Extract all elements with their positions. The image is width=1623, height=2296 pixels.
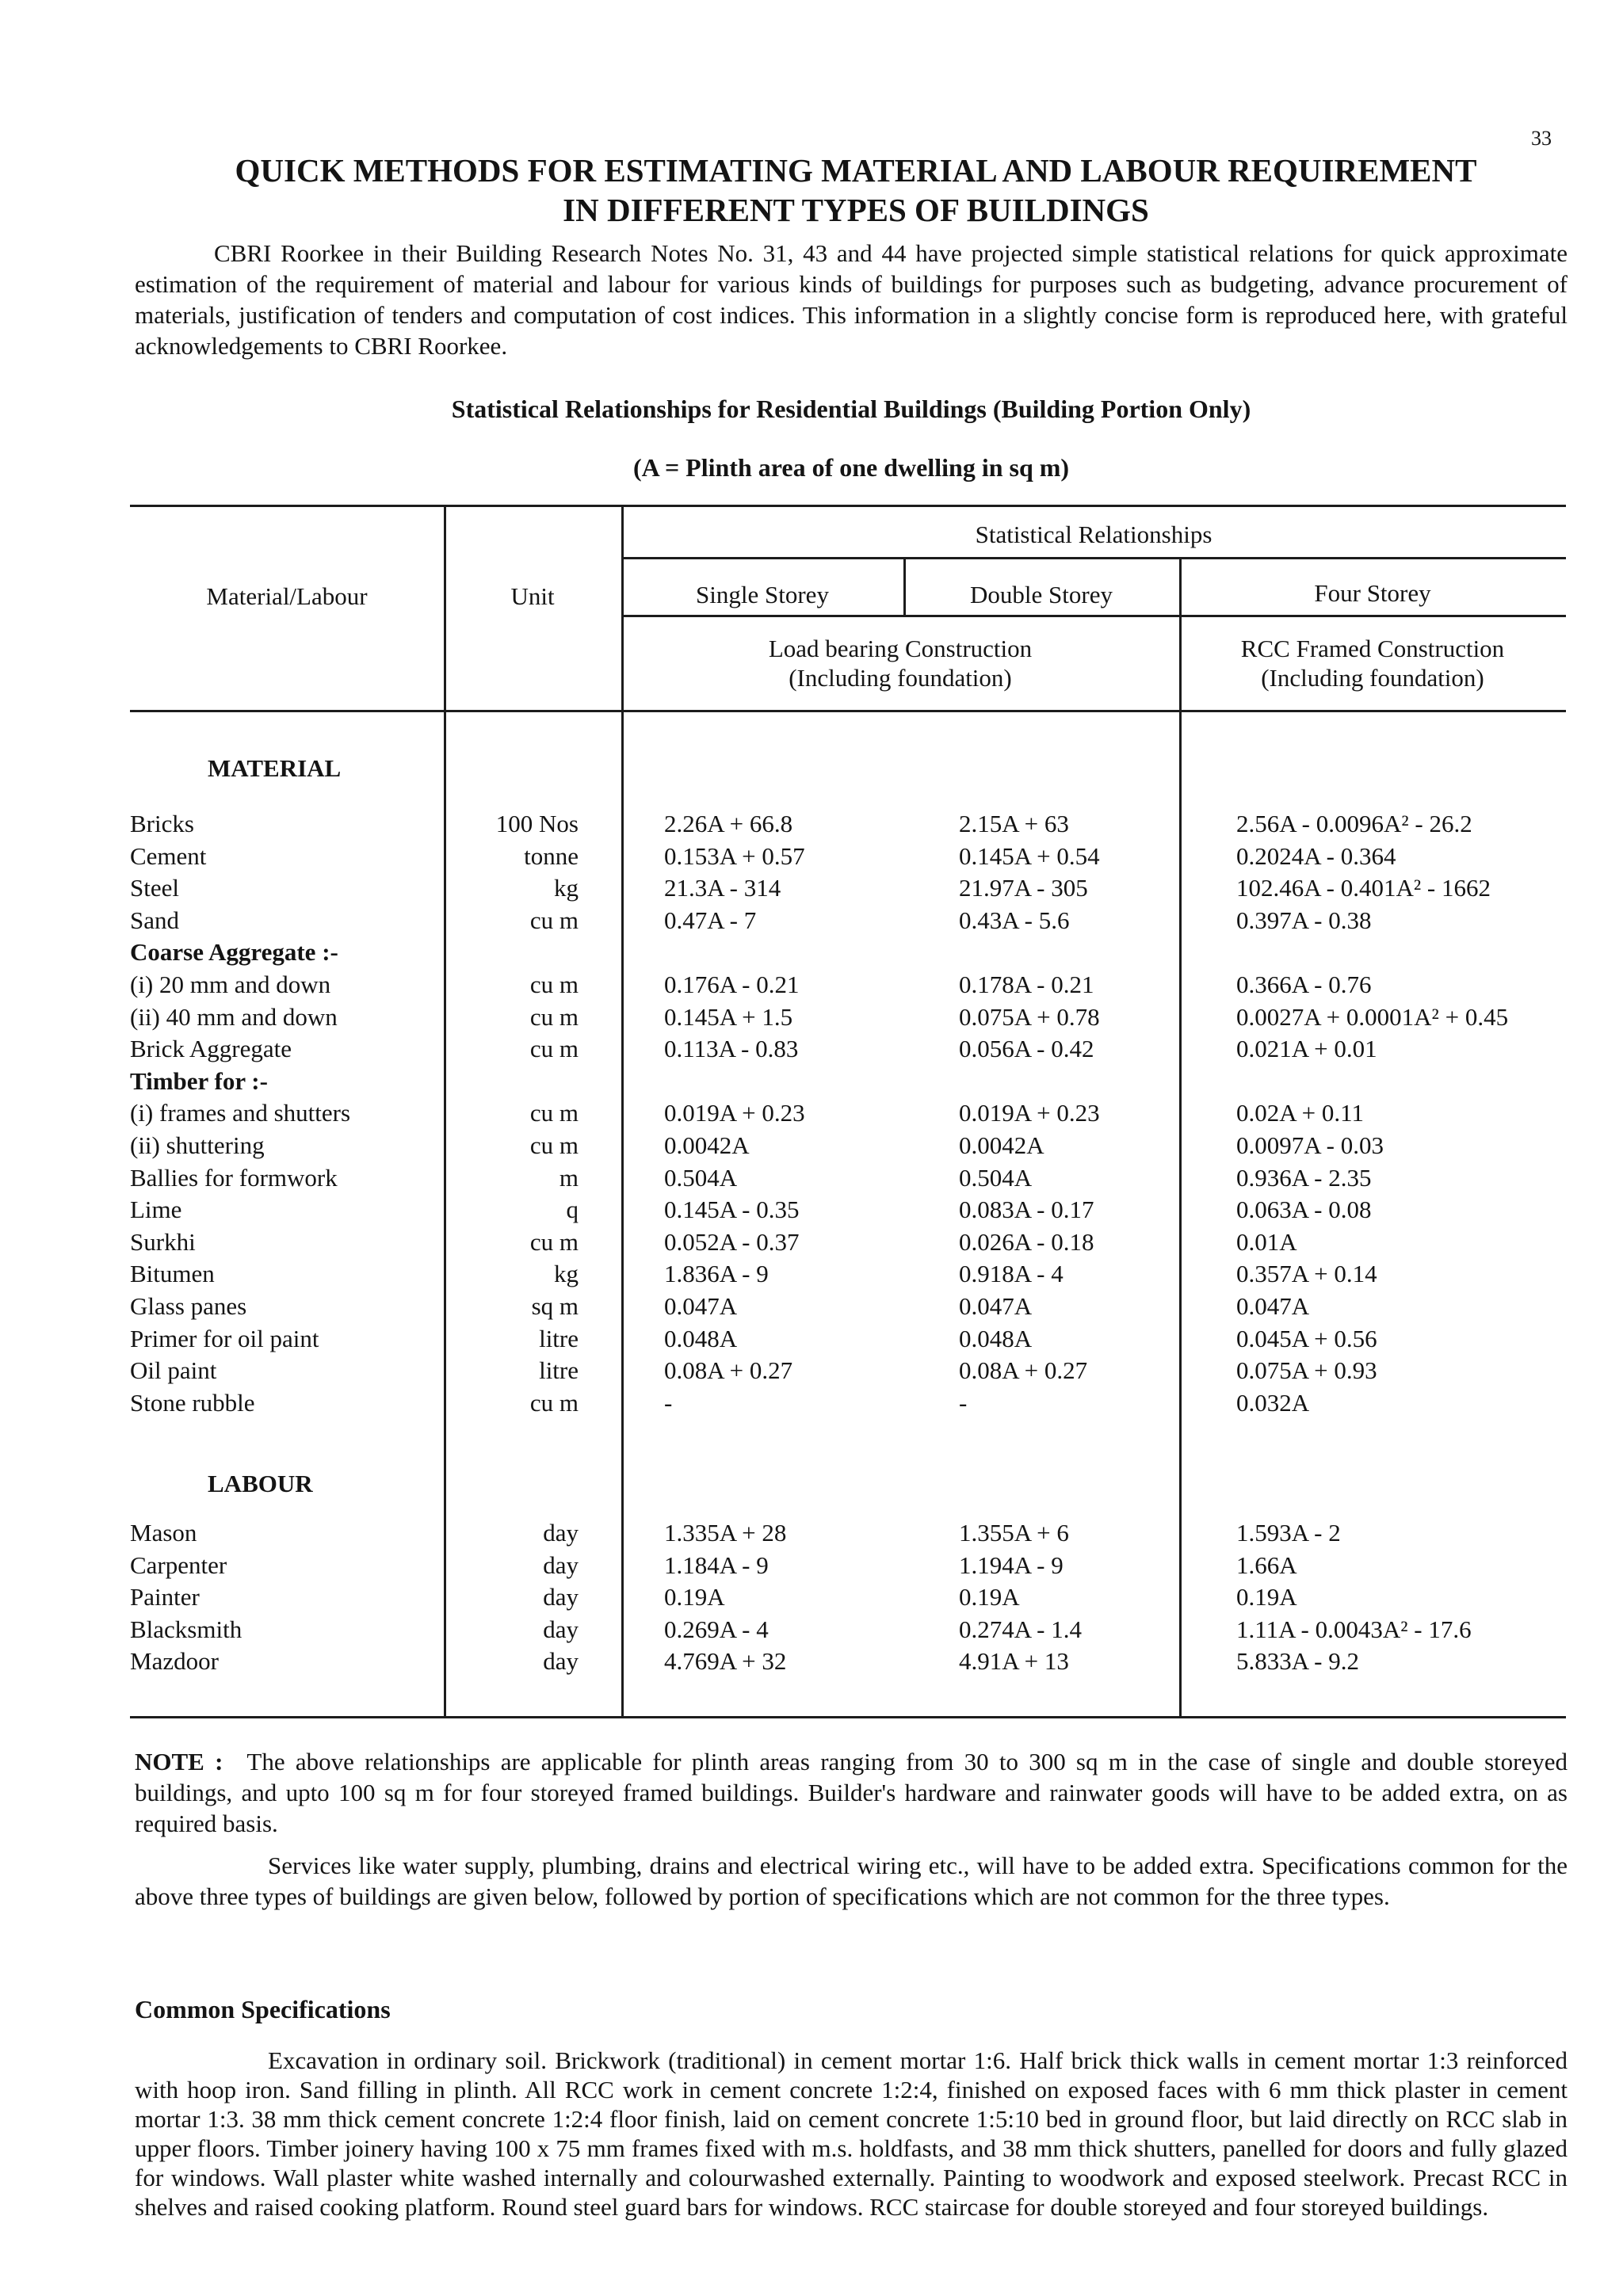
single-storey-cell: 0.504A [664,1163,738,1192]
item-cell: Carpenter [130,1550,227,1579]
table-row [0,1193,1623,1226]
four-storey-cell: 2.56A - 0.0096A² - 26.2 [1236,810,1472,837]
header-four-storey: Four Storey [1314,579,1431,607]
single-storey-cell: 4.769A + 32 [664,1647,787,1675]
single-storey-cell: 2.26A + 66.8 [664,810,793,837]
title-line-2: IN DIFFERENT TYPES OF BUILDINGS [563,192,1149,228]
double-storey-cell: 0.43A - 5.6 [959,906,1070,934]
unit-cell: cu m [529,971,579,998]
item-cell: (i) 20 mm and down [130,971,331,998]
single-storey-cell: 0.19A [664,1583,725,1611]
unit-cell: cu m [529,1227,579,1256]
double-storey-cell: 0.019A + 0.23 [959,1099,1100,1127]
double-storey-cell: 0.048A [959,1324,1033,1352]
unit-cell: litre [539,1356,579,1385]
double-storey-cell: 0.083A - 0.17 [959,1196,1094,1224]
header-statistical-relationships: Statistical Relationships [975,521,1212,548]
table-row [0,1354,1623,1386]
single-storey-cell: 0.269A - 4 [664,1615,769,1643]
item-cell: Sand [130,906,179,934]
page-number: 33 [1531,127,1552,150]
item-cell: Blacksmith [130,1615,242,1643]
title-line-1: QUICK METHODS FOR ESTIMATING MATERIAL AND LABOUR REQUIREMENT [235,152,1477,189]
header-rcc-framed-line-2: (Including foundation) [1261,664,1484,692]
table-row [0,1129,1623,1161]
item-cell: Primer for oil paint [130,1324,319,1352]
header-double-storey: Double Storey [970,581,1113,608]
double-storey-cell: 1.355A + 6 [959,1519,1069,1547]
double-storey-cell: 21.97A - 305 [959,874,1088,902]
four-storey-cell: 0.0097A - 0.03 [1236,1131,1384,1159]
common-specifications-text: Excavation in ordinary soil. Brickwork (traditional) in cement mortar 1:6. Half brick thick walls in cement mortar 1:3 reinforced with hoop iron. Sand filling in plinth. All RCC work in cement concrete 1:2:4, finished on exposed faces with 6 mm thick plaster in cement mortar 1:3. 38 mm thick cement concrete 1:2:4 floor finish, laid on cement concrete 1:5:10 bed in ground floor, but laid directly on RCC slab in upper floors. Timber joinery having 100 x 75 mm frames fixed with m.s. holdfasts, and 38 mm thick shutters, panelled for doors and fully glazed for windows. Wall plaster white washed internally and colourwashed externally. Painting to woodwork and exposed steelwork. Precast RCC in shelves and raised cooking platform. Round steel guard bars for windows. RCC staircase for double storeyed and four storeyed buildings. [135,2046,1568,2221]
table-row [0,1645,1623,1677]
item-cell: Bitumen [130,1260,215,1288]
four-storey-cell: 0.0027A + 0.0001A² + 0.45 [1236,1002,1509,1031]
unit-cell: day [543,1519,579,1547]
table-row [0,1257,1623,1290]
item-cell: (i) frames and shutters [130,1099,351,1127]
four-storey-cell: 0.397A - 0.38 [1236,906,1372,934]
header-rcc-framed [1179,634,1566,692]
four-storey-cell: 102.46A - 0.401A² - 1662 [1236,874,1491,902]
note-text: The above relationships are applicable for plinth areas ranging from 30 to 300 sq m in the case of single and double storeyed buildings, and upto 100 sq m for four storeyed framed buildings. Builder's hardware and rainwater goods will have to be added extra, on as required basis. [135,1748,1568,1837]
four-storey-cell: 0.936A - 2.35 [1236,1163,1372,1192]
double-storey-cell: 0.504A [959,1163,1033,1192]
single-storey-cell: 21.3A - 314 [664,874,781,902]
unit-cell: sq m [531,1292,579,1320]
unit-cell: day [543,1583,579,1611]
unit-cell: 100 Nos [495,810,579,837]
unit-cell: q [566,1196,579,1224]
header-load-bearing-line-1: Load bearing Construction [768,635,1033,662]
single-storey-cell: 0.047A [664,1292,738,1320]
single-storey-cell: 1.184A - 9 [664,1550,769,1579]
item-cell: Stone rubble [130,1388,255,1417]
common-specifications-heading: Common Specifications [135,1995,391,2023]
storey-rule [621,615,1566,617]
header-unit: Unit [510,582,555,610]
unit-cell: kg [554,1260,579,1288]
item-cell: Painter [130,1583,200,1611]
page-title [158,151,1553,230]
double-storey-cell: 0.08A + 0.27 [959,1356,1088,1385]
single-storey-cell: 1.335A + 28 [664,1519,787,1547]
double-storey-cell: 0.0042A [959,1131,1044,1159]
four-storey-cell: 0.19A [1236,1583,1297,1611]
item-cell: Surkhi [130,1227,196,1256]
double-storey-cell: 4.91A + 13 [959,1647,1069,1675]
double-storey-cell: 0.047A [959,1292,1033,1320]
intro-paragraph: CBRI Roorkee in their Building Research Notes No. 31, 43 and 44 have projected simple statistical relations for quick approximate estimation of the requirement of material and labour for various kinds of buildings for purposes such as budgeting, advance procurement of materials, justification of tenders and computation of cost indices. This information in a slightly concise form is reproduced here, with grateful acknowledgements to CBRI Roorkee. [135,239,1568,360]
single-storey-cell: 1.836A - 9 [664,1260,769,1288]
single-storey-cell: 0.048A [664,1324,738,1352]
four-storey-cell: 0.2024A - 0.364 [1236,841,1396,870]
item-cell: Mason [130,1519,197,1547]
unit-cell: m [559,1163,579,1192]
four-storey-cell: 1.66A [1236,1550,1297,1579]
material-heading: MATERIAL [208,754,342,782]
double-storey-cell: 1.194A - 9 [959,1550,1064,1579]
four-storey-cell: 1.593A - 2 [1236,1519,1341,1547]
table-row [0,871,1623,904]
group-rule [621,557,1566,559]
unit-cell: cu m [529,1099,579,1127]
four-storey-cell: 0.366A - 0.76 [1236,971,1372,998]
unit-cell: cu m [529,906,579,934]
four-storey-cell: 0.047A [1236,1292,1310,1320]
four-storey-cell: 0.032A [1236,1388,1310,1417]
four-storey-cell: 0.045A + 0.56 [1236,1324,1377,1352]
unit-cell: day [543,1615,579,1643]
header-load-bearing-line-2: (Including foundation) [789,664,1012,692]
table-row [0,1581,1623,1613]
item-cell: Coarse Aggregate :- [130,938,338,967]
unit-cell: cu m [529,1002,579,1031]
table-bottom-rule [130,1716,1566,1718]
four-storey-cell: 5.833A - 9.2 [1236,1647,1359,1675]
labour-heading: LABOUR [208,1470,313,1497]
item-cell: Steel [130,874,179,902]
single-storey-cell: 0.052A - 0.37 [664,1227,800,1256]
item-cell: Glass panes [130,1292,247,1320]
four-storey-cell: 0.021A + 0.01 [1236,1035,1377,1063]
table-row [0,968,1623,1001]
four-storey-cell: 0.02A + 0.11 [1236,1099,1365,1127]
double-storey-cell: 0.178A - 0.21 [959,971,1094,998]
table-row [0,1065,1623,1097]
header-load-bearing [621,634,1179,692]
header-rcc-framed-line-1: RCC Framed Construction [1240,635,1505,662]
unit-cell: day [543,1647,579,1675]
table-row [0,1001,1623,1033]
item-cell: Ballies for formwork [130,1163,338,1192]
item-cell: (ii) shuttering [130,1131,265,1159]
table-row [0,1322,1623,1355]
table-row [0,1613,1623,1646]
table-subcaption: (A = Plinth area of one dwelling in sq m) [632,453,1070,482]
unit-cell: litre [539,1324,579,1352]
single-storey-cell: 0.153A + 0.57 [664,841,805,870]
single-storey-cell: 0.176A - 0.21 [664,971,800,998]
single-storey-cell: 0.145A + 1.5 [664,1002,793,1031]
table-row [0,840,1623,872]
unit-cell: day [543,1550,579,1579]
four-storey-cell: 0.075A + 0.93 [1236,1356,1377,1385]
header-single-storey: Single Storey [696,581,829,608]
table-row [0,936,1623,968]
double-storey-cell: 2.15A + 63 [959,810,1069,837]
item-cell: Oil paint [130,1356,217,1385]
unit-cell: cu m [529,1131,579,1159]
table-row [0,1516,1623,1549]
unit-cell: cu m [529,1388,579,1417]
double-storey-cell: 0.075A + 0.78 [959,1002,1100,1031]
double-storey-cell: 0.274A - 1.4 [959,1615,1082,1643]
double-storey-cell: 0.19A [959,1583,1020,1611]
single-storey-cell: 0.0042A [664,1131,750,1159]
unit-cell: tonne [524,841,579,870]
four-storey-cell: 0.063A - 0.08 [1236,1196,1372,1224]
single-storey-cell: 0.019A + 0.23 [664,1099,805,1127]
table-caption: Statistical Relationships for Residential Buildings (Building Portion Only) [451,395,1251,423]
double-storey-cell: - [959,1388,968,1417]
double-storey-cell: 0.918A - 4 [959,1260,1064,1288]
table-top-rule [130,505,1566,507]
table-row [0,1032,1623,1065]
header-material-labour: Material/Labour [206,582,368,610]
four-storey-cell: 0.357A + 0.14 [1236,1260,1377,1288]
item-cell: Timber for :- [130,1066,268,1095]
single-storey-cell: 0.113A - 0.83 [664,1035,799,1063]
item-cell: Bricks [130,810,194,837]
four-storey-cell: 1.11A - 0.0043A² - 17.6 [1236,1615,1472,1643]
table-row [0,1097,1623,1129]
services-paragraph: Services like water supply, plumbing, drains and electrical wiring etc., will have to be added extra. Specifications common for the above three types of buildings are given below, followed by portion of specifications which are not common for the three types. [135,1852,1568,1910]
header-bottom-rule [130,710,1566,712]
table-row [0,1549,1623,1581]
unit-cell: kg [554,874,579,902]
double-storey-cell: 0.026A - 0.18 [959,1227,1094,1256]
single-storey-cell: - [664,1388,673,1417]
item-cell: Cement [130,841,207,870]
item-cell: (ii) 40 mm and down [130,1002,338,1031]
item-cell: Mazdoor [130,1647,219,1675]
table-row [0,1290,1623,1322]
item-cell: Lime [130,1196,182,1224]
table-row [0,904,1623,936]
double-storey-cell: 0.145A + 0.54 [959,841,1100,870]
table-row [0,807,1623,840]
note-label: NOTE : [135,1748,223,1775]
double-storey-cell: 0.056A - 0.42 [959,1035,1094,1063]
four-storey-cell: 0.01A [1236,1227,1297,1256]
single-storey-cell: 0.145A - 0.35 [664,1196,800,1224]
single-storey-cell: 0.47A - 7 [664,906,757,934]
single-storey-cell: 0.08A + 0.27 [664,1356,793,1385]
item-cell: Brick Aggregate [130,1035,292,1063]
unit-cell: cu m [529,1035,579,1063]
table-row [0,1386,1623,1419]
table-row [0,1161,1623,1194]
table-row [0,1226,1623,1258]
note-paragraph [135,1746,1568,1839]
